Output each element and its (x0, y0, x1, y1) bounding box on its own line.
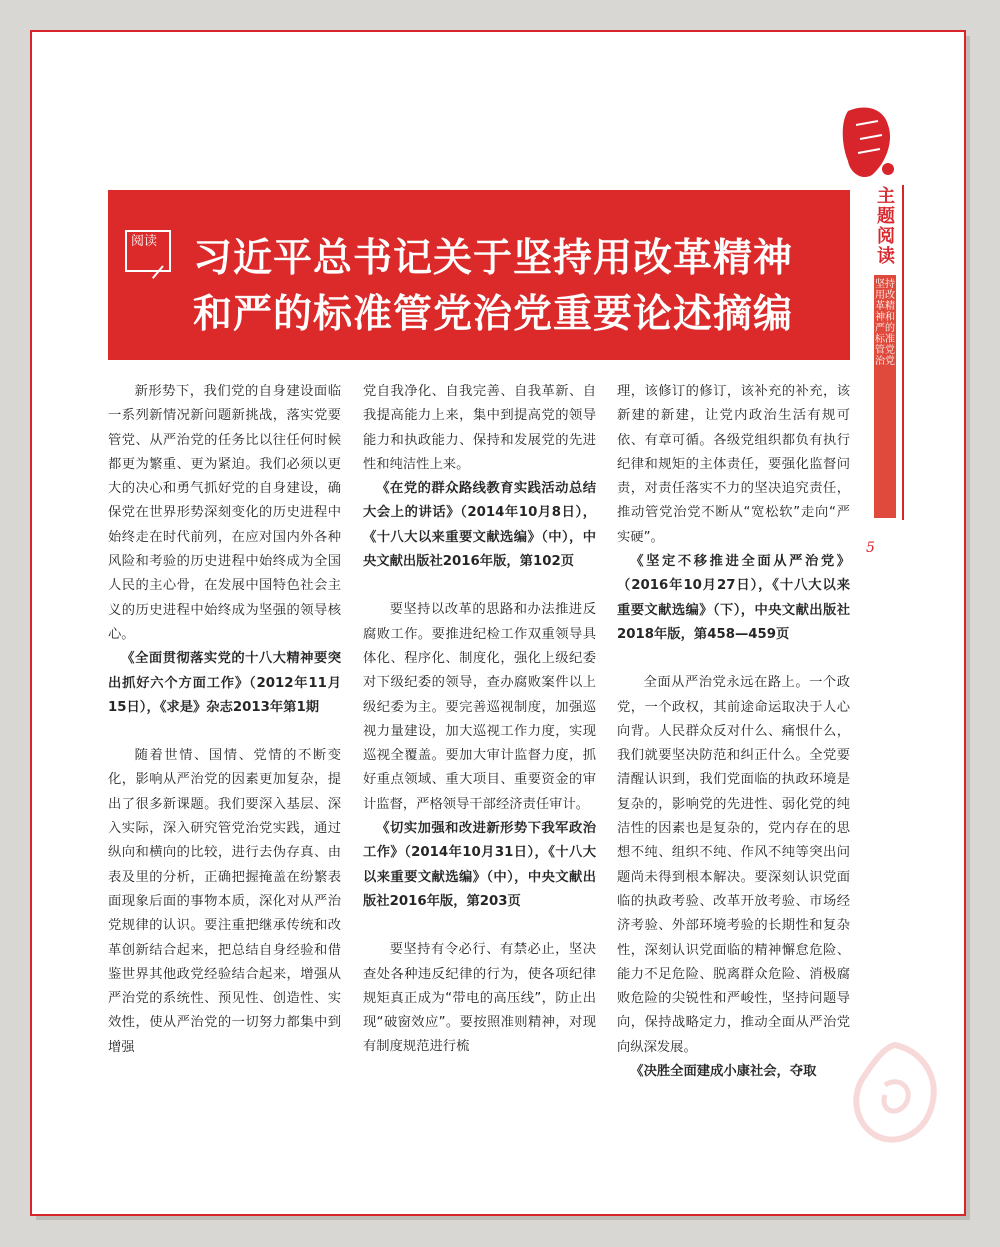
brand-logo-icon (838, 103, 898, 183)
read-badge-label: 阅读 (131, 234, 158, 249)
section-heading: 主题阅读 (877, 186, 895, 267)
paragraph: 新形势下，我们党的自身建设面临一系列新情况新问题新挑战，落实党要管党、从严治党的任务比以往任何时候都更为繁重、更为紧迫。我们必须以更大的决心和勇气抓好党的自身建设，确保党在世界形势深刻变化的历史进程中始终走在时代前列，在应对国内外各种风险和考验的历史进程中始终成为全国人民的主心骨，在发展中国特色社会主义的历史进程中始终成为坚强的领导核心。 (108, 384, 341, 642)
citation: 《决胜全面建成小康社会，夺取 (630, 1064, 817, 1080)
paragraph-gap (363, 914, 596, 938)
citation: 《全面贯彻落实党的十八大精神要突出抓好六个方面工作》（2012年11月15日），《求是》杂志2013年第1期 (108, 651, 341, 715)
page-title-line-2: 和严的标准管党治党重要论述摘编 (193, 292, 794, 337)
page-number: 5 (866, 540, 875, 556)
page-shadow-bottom (36, 1216, 970, 1220)
decorative-flower-icon (840, 1035, 950, 1155)
citation: 《坚定不移推进全面从严治党》（2016年10月27日），《十八大以来重要文献选编》（下），中央文献出版社2018年版，第458—459页 (617, 554, 850, 642)
page-title-line-1: 习近平总书记关于坚持用改革精神 (193, 236, 794, 281)
read-badge (125, 230, 171, 272)
paragraph: 随着世情、国情、党情的不断变化，影响从严治党的因素更加复杂，提出了很多新课题。我们要深入基层、深入实际，深入研究管党治党实践，通过纵向和横向的比较，进行去伪存真、由表及里的分析，正确把握掩盖在纷繁表面现象后面的事物本质，深化对从严治党规律的认识。要注重把继承传统和改革创新结合起来，把总结自身经验和借鉴世界其他政党经验结合起来，增强从严治党的系统性、预见性、创造性、实效性，使从严治党的一切努力都集中到增强 (108, 748, 341, 1055)
page-shadow-right (966, 36, 970, 1220)
paragraph: 全面从严治党永远在路上。一个政党，一个政权，其前途命运取决于人心向背。人民群众反对什么、痛恨什么，我们就要坚决防范和纠正什么。全党要清醒认识到，我们党面临的执政环境是复杂的，影响党的先进性、弱化党的纯洁性的因素也是复杂的，党内存在的思想不纯、组织不纯、作风不纯等突出问题尚未得到根本解决。要深刻认识党面临的执政考验、改革开放考验、市场经济考验、外部环境考验的长期性和复杂性，深刻认识党面临的精神懈怠危险、能力不足危险、脱离群众危险、消极腐败危险的尖锐性和严峻性，坚持问题导向，保持战略定力，推动全面从严治党向纵深发展。 (617, 675, 850, 1055)
paragraph-gap (617, 647, 850, 671)
citation: 《切实加强和改进新形势下我军政治工作》（2014年10月31日），《十八大以来重要文献选编》（中），中央文献出版社2016年版，第203页 (363, 821, 596, 909)
paragraph: 要坚持有令必行、有禁必止，坚决查处各种违反纪律的行为，使各项纪律规矩真正成为“带电的高压线”，防止出现“破窗效应”。要按照准则精神，对现有制度规范进行梳 (363, 942, 596, 1055)
paragraph-gap (363, 574, 596, 598)
paragraph: 要坚持以改革的思路和办法推进反腐败工作。要推进纪检工作双重领导具体化、程序化、制度化，强化上级纪委对下级纪委的领导，查办腐败案件以上级纪委为主。要完善巡视制度，加强巡视力量建设，加大巡视工作力度，实现巡视全覆盖。要加大审计监督力度，抓好重点领域、重大项目、重要资金的审计监督，严格领导干部经济责任审计。 (363, 602, 596, 812)
paragraph: 理，该修订的修订，该补充的补充，该新建的新建，让党内政治生活有规可依、有章可循。各级党组织都负有执行纪律和规矩的主体责任，要强化监督问责，对责任落实不力的坚决追究责任，推动管党治党不断从“宽松软”走向“严实硬”。 (617, 384, 850, 545)
citation: 《在党的群众路线教育实践活动总结大会上的讲话》（2014年10月8日），《十八大以来重要文献选编》（中），中央文献出版社2016年版，第102页 (363, 481, 596, 570)
text-column-2 (363, 380, 596, 1060)
paragraph-gap (108, 720, 341, 744)
section-subject: 坚持用改革精神和严的标准管党治党 (874, 275, 896, 518)
paragraph: 党自我净化、自我完善、自我革新、自我提高能力上来，集中到提高党的领导能力和执政能力、保持和发展党的先进性和纯洁性上来。 (363, 384, 596, 472)
text-column-3 (617, 380, 850, 1084)
text-column-1 (108, 380, 341, 1060)
